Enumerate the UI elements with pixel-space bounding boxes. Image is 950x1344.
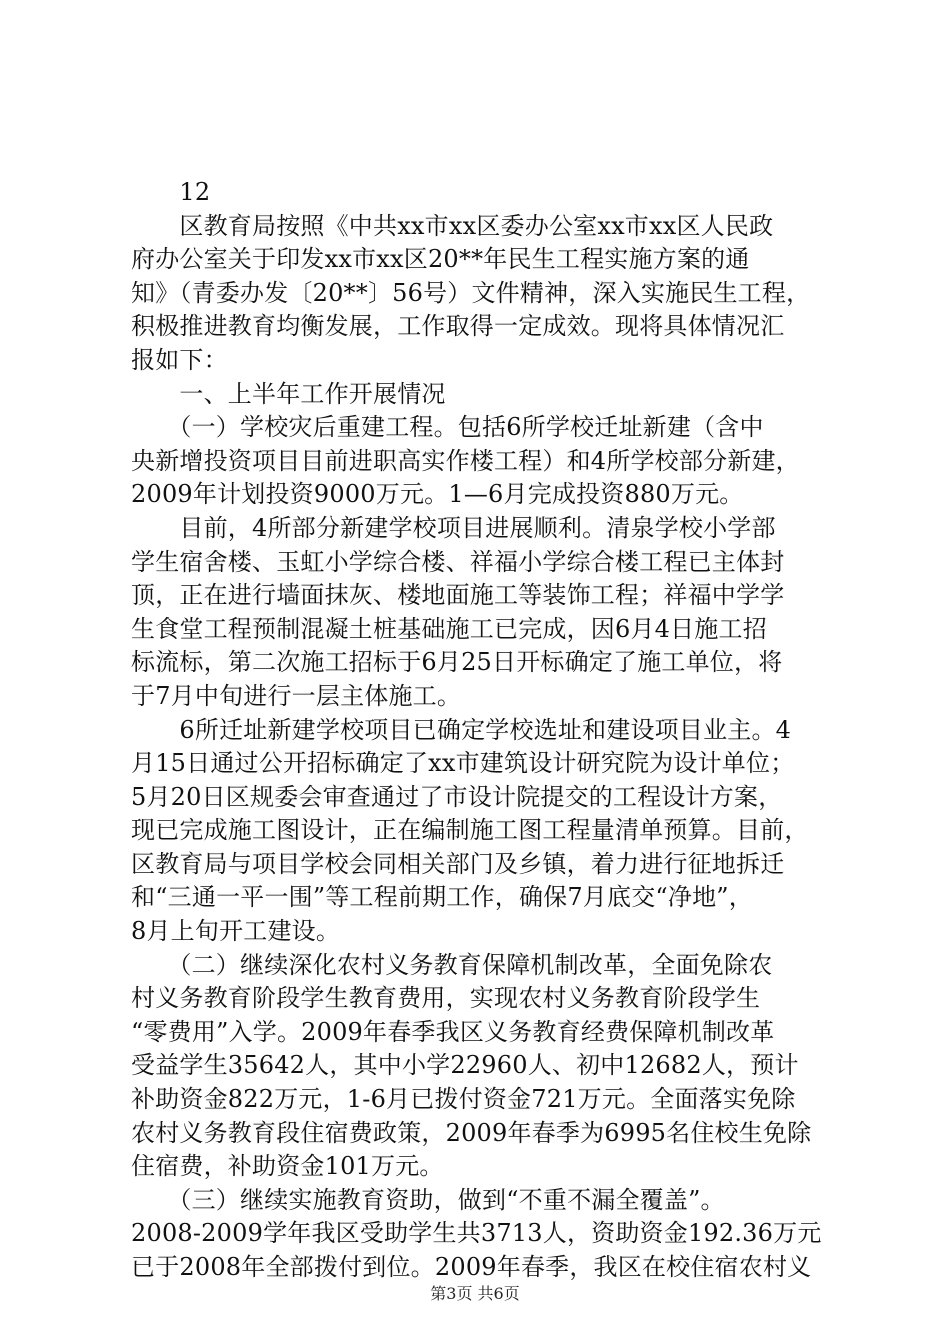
body-line: 月15日通过公开招标确定了xx市建筑设计研究院为设计单位； (131, 749, 795, 778)
body-line: 区教育局按照《中共xx市xx区委办公室xx市xx区人民政 (131, 211, 774, 240)
body-line: （三）继续实施教育资助，做到“不重不漏全覆盖”。 (131, 1185, 725, 1214)
body-line: “零费用”入学。2009年春季我区义务教育经费保障机制改革 (131, 1017, 775, 1046)
section-heading: 一、上半年工作开展情况 (131, 379, 446, 408)
body-line: （二）继续深化农村义务教育保障机制改革，全面免除农 (131, 950, 773, 979)
body-line: 受益学生35642人，其中小学22960人、初中12682人，预计 (131, 1051, 799, 1080)
document-body (131, 176, 851, 1285)
body-line: 2008-2009学年我区受助学生共3713人，资助资金192.36万元 (131, 1219, 822, 1248)
body-line: 和“三通一平一围”等工程前期工作，确保7月底交“净地”， (131, 883, 753, 912)
body-line: 目前，4所部分新建学校项目进展顺利。清泉学校小学部 (131, 513, 776, 542)
body-line: 住宿费，补助资金101万元。 (131, 1152, 444, 1181)
body-line: 区教育局与项目学校会同相关部门及乡镇，着力进行征地拆迁 (131, 849, 785, 878)
body-line: 府办公室关于印发xx市xx区20**年民生工程实施方案的通 (131, 245, 750, 274)
body-line: 于7月中旬进行一层主体施工。 (131, 681, 462, 710)
body-line: 现已完成施工图设计，正在编制施工图工程量清单预算。目前， (131, 816, 809, 845)
body-line: 8月上旬开工建设。 (131, 917, 341, 946)
body-line: 补助资金822万元，1-6月已拨付资金721万元。全面落实免除 (131, 1085, 796, 1114)
body-line: 标流标，第二次施工招标于6月25日开标确定了施工单位，将 (131, 648, 783, 677)
body-line: 村义务教育阶段学生教育费用，实现农村义务教育阶段学生 (131, 984, 761, 1013)
body-line: 6所迁址新建学校项目已确定学校选址和建设项目业主。4 (131, 715, 792, 744)
body-line: 报如下： (131, 345, 228, 374)
body-line: 积极推进教育均衡发展，工作取得一定成效。现将具体情况汇 (131, 312, 785, 341)
body-line: 农村义务教育段住宿费政策，2009年春季为6995名住校生免除 (131, 1118, 812, 1147)
body-line: （一）学校灾后重建工程。包括6所学校迁址新建（含中 (131, 413, 764, 442)
body-line: 12 (131, 178, 211, 206)
body-line: 学生宿舍楼、玉虹小学综合楼、祥福小学综合楼工程已主体封 (131, 547, 785, 576)
body-line: 已于2008年全部拨付到位。2009年春季，我区在校住宿农村义 (131, 1253, 812, 1281)
body-line: 央新增投资项目目前进职高实作楼工程）和4所学校部分新建， (131, 446, 800, 475)
body-line: 2009年计划投资9000万元。1—6月完成投资880万元。 (131, 480, 744, 509)
body-line: 5月20日区规委会审查通过了市设计院提交的工程设计方案， (131, 782, 783, 811)
body-line: 顶，正在进行墙面抹灰、楼地面施工等装饰工程；祥福中学学 (131, 581, 785, 610)
body-line: 生食堂工程预制混凝土桩基础施工已完成，因6月4日施工招 (131, 614, 767, 643)
page-number-footer: 第3页 共6页 (430, 1284, 520, 1303)
body-line: 知》（青委办发〔20**〕56号）文件精神，深入实施民生工程， (131, 278, 811, 307)
